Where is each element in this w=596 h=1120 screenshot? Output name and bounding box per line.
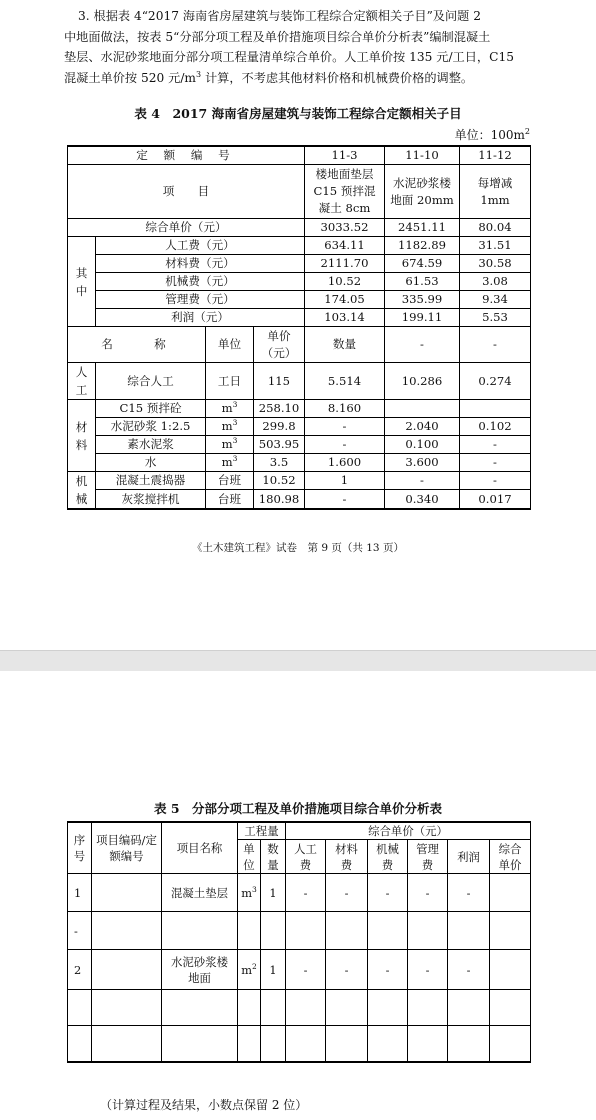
cell: 混凝土震捣器 [96, 472, 206, 490]
cell: 8.160 [305, 400, 385, 418]
cell: 634.11 [305, 237, 385, 255]
cell [490, 950, 531, 990]
cell: 台班 [206, 490, 254, 509]
among-label: 其中 [68, 237, 96, 327]
cell [92, 874, 162, 912]
cell: 258.10 [254, 400, 305, 418]
hdr-qty: 数量 [305, 327, 385, 363]
cell: 5.514 [305, 363, 385, 400]
cell: 503.95 [254, 436, 305, 454]
cell [286, 990, 326, 1026]
cell: - [326, 950, 368, 990]
table-row [68, 291, 531, 309]
cell: 2111.70 [305, 255, 385, 273]
cell [490, 874, 531, 912]
item-name: 水泥砂浆楼地面 20mm [385, 165, 460, 219]
cell: 30.58 [460, 255, 531, 273]
cell: 31.51 [460, 237, 531, 255]
item-label: 项 目 [68, 165, 305, 219]
hdr-total: 综合单价 [490, 840, 531, 874]
labor-group: 人工 [68, 363, 96, 400]
table-row [68, 436, 531, 454]
cell [238, 990, 261, 1026]
cell: 2 [68, 950, 92, 990]
cell [162, 912, 238, 950]
cell: - [460, 472, 531, 490]
cell [326, 990, 368, 1026]
code-11-10: 11-10 [385, 146, 460, 165]
material-group: 材料 [68, 400, 96, 472]
table-row [68, 490, 531, 509]
cell: 199.11 [385, 309, 460, 327]
hdr-name: 项目名称 [162, 822, 238, 874]
cell: - [286, 874, 326, 912]
table-row [68, 255, 531, 273]
cell: - [68, 912, 92, 950]
cell [286, 912, 326, 950]
cell: 674.59 [385, 255, 460, 273]
table-row [68, 237, 531, 255]
cell: 9.34 [460, 291, 531, 309]
code-11-12: 11-12 [460, 146, 531, 165]
table-row [68, 454, 531, 472]
question-line-2: 中地面做法，按表 5“分部分项工程及单价措施项目综合单价分析表”编制混凝土 [64, 29, 491, 44]
cell: 1 [261, 874, 286, 912]
cell: 素水泥浆 [96, 436, 206, 454]
cell [92, 990, 162, 1026]
page-footer: 《土木建筑工程》试卷 第 9 页（共 13 页） [192, 542, 404, 554]
cell: 0.102 [460, 418, 531, 436]
cell: 利润（元） [96, 309, 305, 327]
cell: 2.040 [385, 418, 460, 436]
cell: $m^3$ [206, 418, 254, 436]
hdr-qty-group: 工程量 [238, 822, 286, 840]
cell [490, 912, 531, 950]
cell: - [448, 874, 490, 912]
table-row [68, 950, 531, 990]
cell [238, 912, 261, 950]
table-row [68, 363, 531, 400]
machine-group: 机械 [68, 472, 96, 510]
cell: 2451.11 [385, 219, 460, 237]
page-separator [0, 650, 596, 672]
table-row [68, 309, 531, 327]
cell [162, 990, 238, 1026]
cell: $m^3$ [206, 400, 254, 418]
cell: 61.53 [385, 273, 460, 291]
cell: - [385, 472, 460, 490]
table-row [68, 146, 531, 165]
cell [408, 990, 448, 1026]
cell: 0.274 [460, 363, 531, 400]
hdr-unit: 单位 [206, 327, 254, 363]
cell [326, 912, 368, 950]
cell: 机械费（元） [96, 273, 305, 291]
question-line-3: 垫层、水泥砂浆地面分部分项工程量清单综合单价。人工单价按 135 元/工日，C15 [64, 50, 514, 64]
cell [286, 1026, 326, 1062]
cell: $m^3$ [238, 874, 261, 912]
cell: C15 预拌砼 [96, 400, 206, 418]
cell: 3.5 [254, 454, 305, 472]
cell [68, 990, 92, 1026]
cell: 混凝土垫层 [162, 874, 238, 912]
table-row [68, 219, 531, 237]
item-name: 每增减 1mm [460, 165, 531, 219]
table4-caption: 表 4 2017 海南省房屋建筑与装饰工程综合定额相关子目 [134, 106, 462, 121]
question-line-1: 根据表 4“2017 海南省房屋建筑与装饰工程综合定额相关子目”及问题 2 [93, 9, 481, 23]
cell: - [286, 950, 326, 990]
hdr-qty: 数量 [261, 840, 286, 874]
cell: 1182.89 [385, 237, 460, 255]
cell: 115 [254, 363, 305, 400]
cell [385, 400, 460, 418]
cell: - [460, 454, 531, 472]
cell: $m^2$ [238, 950, 261, 990]
cell [261, 912, 286, 950]
cell: 0.340 [385, 490, 460, 509]
cell: 174.05 [305, 291, 385, 309]
hdr-name: 名 称 [68, 327, 206, 363]
cell [448, 1026, 490, 1062]
cell: 0.100 [385, 436, 460, 454]
cell [368, 990, 408, 1026]
hdr-machine: 机械费 [368, 840, 408, 874]
calculation-note: （计算过程及结果，小数点保留 2 位） [100, 1098, 308, 1112]
hdr-unit: 单位 [238, 840, 261, 874]
cell: - [385, 327, 460, 363]
item-name: 楼地面垫层 C15 预拌混凝土 8cm [305, 165, 385, 219]
cell: - [326, 874, 368, 912]
cell: 1 [261, 950, 286, 990]
table-row [68, 874, 531, 912]
code-label: 定 额 编 号 [68, 146, 305, 165]
cell: 3.600 [385, 454, 460, 472]
cell [448, 912, 490, 950]
cell: 水 [96, 454, 206, 472]
cell: 80.04 [460, 219, 531, 237]
cell [261, 990, 286, 1026]
question-3-text [64, 6, 530, 88]
cell: 管理费（元） [96, 291, 305, 309]
cell: 3033.52 [305, 219, 385, 237]
cell: - [368, 950, 408, 990]
exam-page-10 [0, 671, 596, 1120]
table5-caption: 表 5 分部分项工程及单价措施项目综合单价分析表 [153, 801, 443, 816]
cell [408, 912, 448, 950]
cell: - [408, 874, 448, 912]
table-row [68, 400, 531, 418]
cell: 10.52 [305, 273, 385, 291]
hdr-price-group: 综合单价（元） [286, 822, 531, 840]
cell [238, 1026, 261, 1062]
cell: - [460, 327, 531, 363]
cell: - [368, 874, 408, 912]
cell: 5.53 [460, 309, 531, 327]
table-row [68, 822, 531, 840]
cell [460, 400, 531, 418]
table-row [68, 327, 531, 363]
cell: 人工费（元） [96, 237, 305, 255]
question-number: 3. [78, 9, 90, 23]
cell: 10.286 [385, 363, 460, 400]
cell: $m^3$ [206, 454, 254, 472]
cell [368, 1026, 408, 1062]
hdr-labor: 人工费 [286, 840, 326, 874]
table5-analysis [67, 821, 531, 1063]
cell: - [305, 436, 385, 454]
cell [326, 1026, 368, 1062]
cell [368, 912, 408, 950]
cell: - [408, 950, 448, 990]
question-line-4: 混凝土单价按 520 元$/m^3$ 计算，不考虑其他材料价格和机械费价格的调整。 [64, 69, 474, 85]
table4-quota [67, 145, 531, 510]
cell: 水泥砂浆楼地面 [162, 950, 238, 990]
cell: 材料费（元） [96, 255, 305, 273]
cell: 1.600 [305, 454, 385, 472]
hdr-profit: 利润 [448, 840, 490, 874]
table4-unit: 单位：$100m^2$ [454, 127, 530, 142]
cell: - [448, 950, 490, 990]
hdr-material: 材料费 [326, 840, 368, 874]
cell: 水泥砂浆 1:2.5 [96, 418, 206, 436]
hdr-code: 项目编码/定额编号 [92, 822, 162, 874]
cell: 3.08 [460, 273, 531, 291]
table-row [68, 472, 531, 490]
cell: 299.8 [254, 418, 305, 436]
cell: 335.99 [385, 291, 460, 309]
cell: 灰浆搅拌机 [96, 490, 206, 509]
cell: 1 [305, 472, 385, 490]
hdr-seq: 序号 [68, 822, 92, 874]
cell [68, 1026, 92, 1062]
cell [490, 990, 531, 1026]
cell: 工日 [206, 363, 254, 400]
cell [261, 1026, 286, 1062]
cell: 0.017 [460, 490, 531, 509]
cell: $m^3$ [206, 436, 254, 454]
cell: 1 [68, 874, 92, 912]
cell: 综合人工 [96, 363, 206, 400]
table-row [68, 990, 531, 1026]
cell: 103.14 [305, 309, 385, 327]
table-row [68, 418, 531, 436]
cell: - [305, 490, 385, 509]
cell [490, 1026, 531, 1062]
cell: 10.52 [254, 472, 305, 490]
hdr-price: 单价（元） [254, 327, 305, 363]
cell: - [460, 436, 531, 454]
table-row [68, 1026, 531, 1062]
table-row [68, 165, 531, 219]
code-11-3: 11-3 [305, 146, 385, 165]
cell [448, 990, 490, 1026]
hdr-manage: 管理费 [408, 840, 448, 874]
table-row [68, 273, 531, 291]
cell: 180.98 [254, 490, 305, 509]
cell: 台班 [206, 472, 254, 490]
cell [92, 1026, 162, 1062]
cell [92, 950, 162, 990]
cell [92, 912, 162, 950]
cell [408, 1026, 448, 1062]
total-label: 综合单价（元） [68, 219, 305, 237]
cell [162, 1026, 238, 1062]
cell: - [305, 418, 385, 436]
table-row [68, 912, 531, 950]
